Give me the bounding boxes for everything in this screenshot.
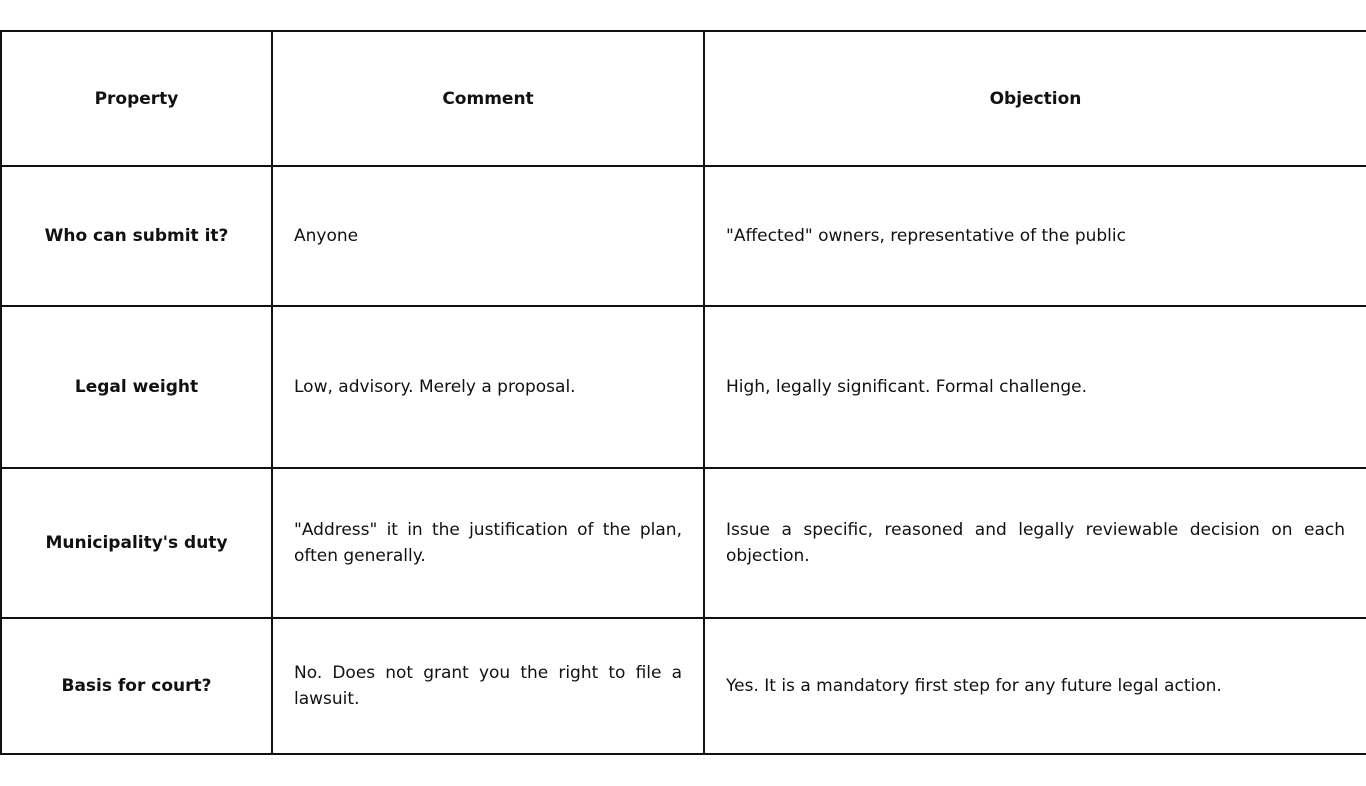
table-row	[1, 618, 1366, 754]
row-comment-cell: Anyone	[272, 166, 704, 306]
row-objection-cell: Yes. It is a mandatory first step for any future legal action.	[704, 618, 1366, 754]
row-comment-cell: No. Does not grant you the right to file a lawsuit.	[272, 618, 704, 754]
table-row	[1, 166, 1366, 306]
row-comment-cell: Low, advisory. Merely a proposal.	[272, 306, 704, 468]
table-header-row	[1, 31, 1366, 166]
header-objection: Objection	[704, 31, 1366, 166]
comparison-table	[0, 30, 1366, 755]
row-objection-cell: High, legally significant. Formal challenge.	[704, 306, 1366, 468]
header-comment: Comment	[272, 31, 704, 166]
row-property-cell: Basis for court?	[1, 618, 272, 754]
row-comment-cell: "Address" it in the justification of the plan, often generally.	[272, 468, 704, 618]
comparison-table-container	[0, 30, 1366, 755]
table-row	[1, 306, 1366, 468]
row-property-cell: Municipality's duty	[1, 468, 272, 618]
row-objection-cell: Issue a specific, reasoned and legally reviewable decision on each objection.	[704, 468, 1366, 618]
row-objection-cell: "Affected" owners, representative of the public	[704, 166, 1366, 306]
row-property-cell: Who can submit it?	[1, 166, 272, 306]
header-property: Property	[1, 31, 272, 166]
row-property-cell: Legal weight	[1, 306, 272, 468]
table-row	[1, 468, 1366, 618]
